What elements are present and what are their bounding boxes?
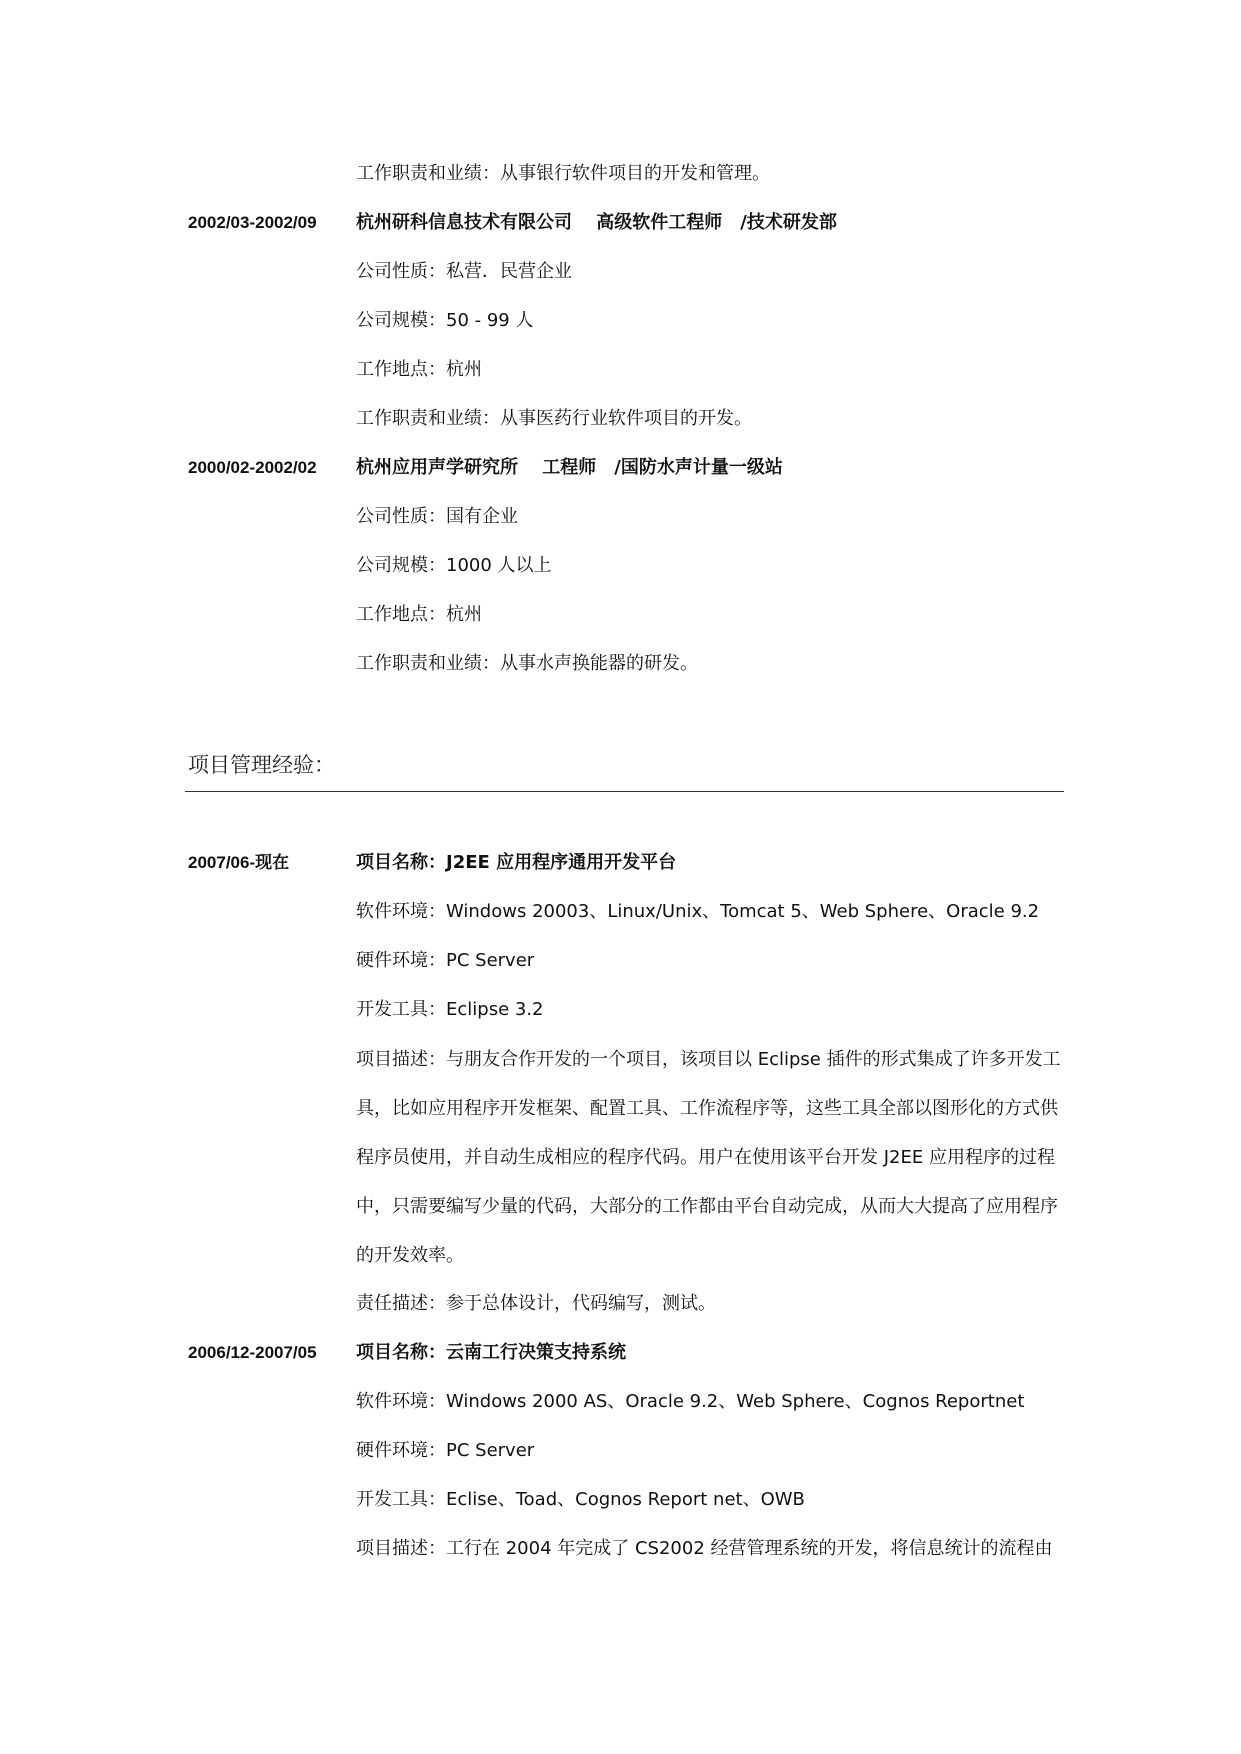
hardware-environment: 硬件环境：PC Server (356, 1440, 535, 1461)
development-tools: 开发工具：Eclipse 3.2 (356, 999, 544, 1020)
work-location: 工作地点：杭州 (356, 604, 482, 625)
project-description: 项目描述：与朋友合作开发的一个项目，该项目以 Eclipse 插件的形式集成了许多开发工具，比如应用程序开发框架、配置工具、工作流程序等，这些工具全部以图形化的方式供程序员使用，并自动生成相应的程序代码。用户在使用该平台开发 J2EE 应用程序的过程中，只需要编写少量的代码，大部分的工作都由平台自动完成，从而大大提高了应用程序的开发效率。 (356, 1049, 1061, 1266)
hardware-environment: 硬件环境：PC Server (356, 950, 535, 971)
software-environment: 软件环境：Windows 20003、Linux/Unix、Tomcat 5、Web Sphere、Oracle 9.2 (356, 901, 1040, 922)
company-type: 公司性质：私营．民营企业 (356, 261, 572, 282)
work-location: 工作地点：杭州 (356, 359, 482, 380)
job-date: 2002/03-2002/09 (188, 213, 317, 232)
project-name: 项目名称：云南工行决策支持系统 (356, 1342, 626, 1363)
development-tools: 开发工具：Eclise、Toad、Cognos Report net、OWB (356, 1489, 805, 1510)
section-title: 项目管理经验： (188, 753, 335, 777)
job-responsibility: 工作职责和业绩：从事水声换能器的研发。 (356, 653, 698, 674)
company-size: 公司规模：1000 人以上 (356, 555, 552, 576)
job-heading: 杭州应用声学研究所 工程师 /国防水声计量一级站 (356, 457, 783, 478)
job-heading: 杭州研科信息技术有限公司 高级软件工程师 /技术研发部 (356, 212, 837, 233)
project-date: 2006/12-2007/05 (188, 1343, 317, 1362)
project-name: 项目名称：J2EE 应用程序通用开发平台 (356, 852, 677, 873)
responsibility-description: 责任描述：参于总体设计，代码编写，测试。 (356, 1293, 716, 1314)
software-environment: 软件环境：Windows 2000 AS、Oracle 9.2、Web Sphere、Cognos Reportnet (356, 1391, 1025, 1412)
company-type: 公司性质：国有企业 (356, 506, 518, 527)
job-responsibility: 工作职责和业绩：从事银行软件项目的开发和管理。 (356, 163, 770, 184)
company-size: 公司规模：50 - 99 人 (356, 310, 534, 331)
project-date: 2007/06-现在 (188, 853, 290, 872)
project-description: 项目描述：工行在 2004 年完成了 CS2002 经营管理系统的开发，将信息统计的流程由 (356, 1538, 1053, 1559)
job-date: 2000/02-2002/02 (188, 458, 317, 477)
job-responsibility: 工作职责和业绩：从事医药行业软件项目的开发。 (356, 408, 752, 429)
section-divider (185, 791, 1064, 792)
